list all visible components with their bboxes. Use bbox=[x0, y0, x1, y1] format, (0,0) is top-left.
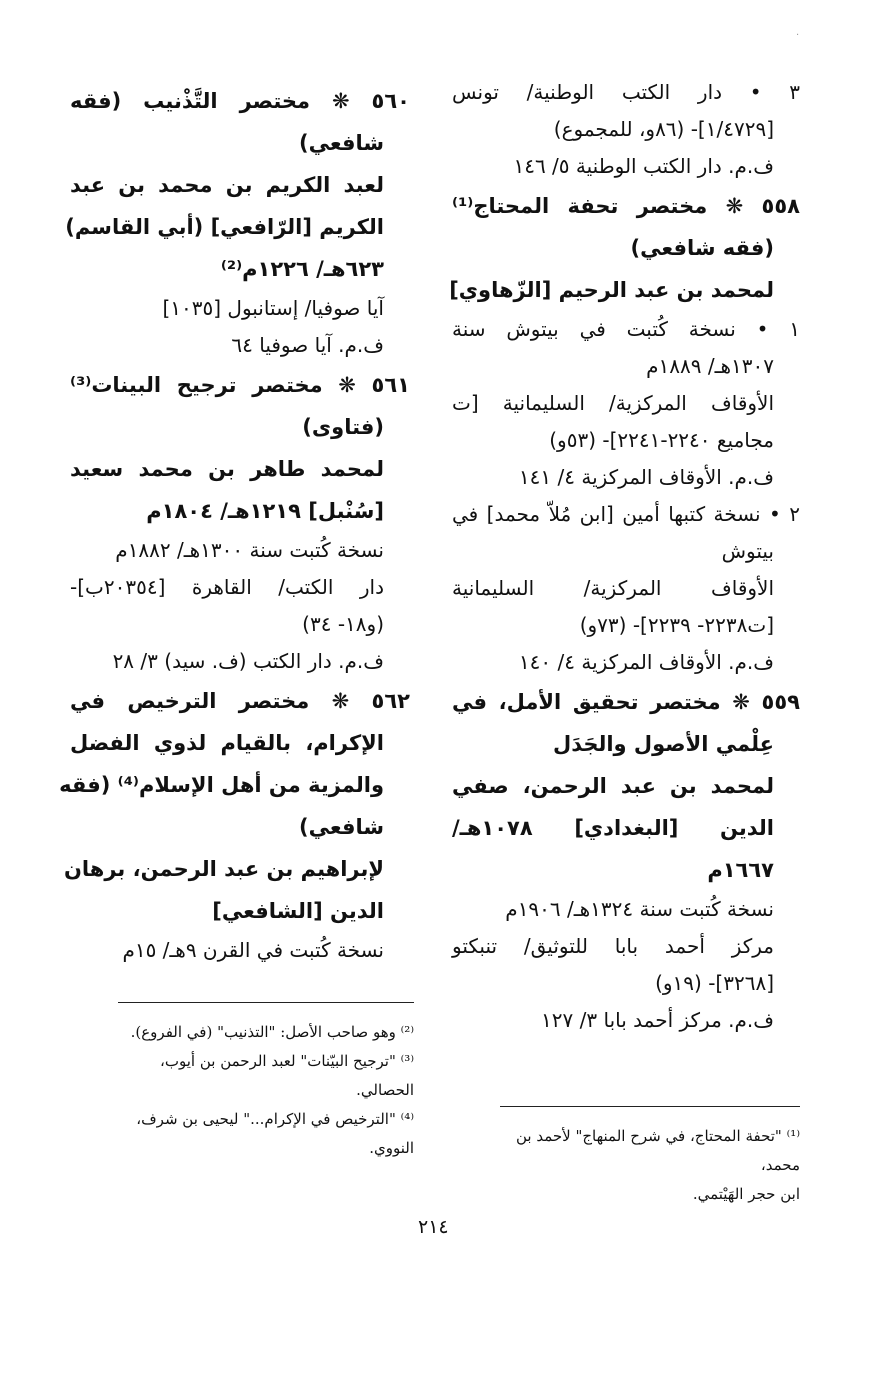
right-column-line: مجاميع ٢٢٤٠-٢٢٤١]- (٥٣و) bbox=[549, 428, 774, 452]
right-column-line: لمحمد بن عبد الرحيم [الزّهاوي] bbox=[449, 278, 774, 302]
left-column-line: لمحمد طاهر بن محمد سعيد bbox=[70, 457, 384, 481]
footnote-separator-left bbox=[118, 1002, 414, 1003]
corner-mark: · bbox=[796, 30, 800, 41]
right-column bbox=[449, 74, 800, 1039]
left-column-line: ٥٦٠ ❋ مختصر التَّذْنيب (فقه bbox=[70, 89, 410, 113]
left-column-line: شافعي) bbox=[299, 131, 384, 155]
right-column-line: ف.م. مركز أحمد بابا ٣/ ١٢٧ bbox=[541, 1008, 774, 1032]
right-column-line: بيتوش bbox=[721, 539, 774, 563]
left-column-line: لعبد الكريم بن محمد بن عبد bbox=[70, 173, 384, 197]
right-column-line: [ت٢٢٣٨- ٢٢٣٩]- (٧٣و) bbox=[579, 613, 774, 637]
right-column-line: ف.م. الأوقاف المركزية ٤/ ١٤١ bbox=[518, 465, 774, 489]
right-column-line: ١٦٦٧م bbox=[707, 858, 774, 882]
right-column-line: ٢ • نسخة كتبها أمين [ابن مُلاّ محمد] في bbox=[452, 502, 800, 526]
left-column-line: (و١٨- ٣٤) bbox=[302, 612, 384, 636]
right-column-line: ١٣٠٧هـ/ ١٨٨٩م bbox=[646, 354, 774, 378]
footnote-separator-right bbox=[500, 1106, 800, 1107]
left-column-line: ٥٦٢ ❋ مختصر الترخيص في bbox=[70, 689, 410, 713]
right-column-line: مركز أحمد بابا للتوثيق/ تنبكتو bbox=[452, 934, 774, 958]
right-column-line: ٥٥٩ ❋ مختصر تحقيق الأمل، في bbox=[452, 690, 800, 714]
left-column-line: الكريم [الرّافعي] (أبي القاسم) bbox=[65, 215, 384, 239]
footnote-line: ابن حجر الهَيْتمي. bbox=[692, 1185, 800, 1203]
right-column-line: نسخة كُتبت سنة ١٣٢٤هـ/ ١٩٠٦م bbox=[505, 897, 774, 921]
footnote-line: ⁽²⁾ وهو صاحب الأصل: "التذنيب" (في الفروع). bbox=[130, 1023, 414, 1041]
footnote-line: الحصالي. bbox=[356, 1081, 414, 1099]
right-column-line: ف.م. دار الكتب الوطنية ٥/ ١٤٦ bbox=[513, 154, 774, 178]
left-column-line: ٥٦١ ❋ مختصر ترجيح البينات⁽³⁾ bbox=[70, 373, 410, 397]
left-column-line: شافعي) bbox=[299, 815, 384, 839]
right-column-line: الأوقاف المركزية/ السليمانية [ت bbox=[452, 391, 774, 415]
footnote-line: ⁽¹⁾ "تحفة المحتاج، في شرح المنهاج" لأحمد بن محمد، bbox=[515, 1127, 800, 1174]
left-column-line: ٦٢٣هـ/ ١٢٢٦م⁽²⁾ bbox=[220, 257, 384, 281]
left-column-line: والمزية من أهل الإسلام⁽⁴⁾ (فقه bbox=[59, 773, 384, 797]
left-column-line: آيا صوفيا/ إستانبول [١٠٣٥] bbox=[162, 296, 384, 320]
right-column-line: ١ • نسخة كُتبت في بيتوش سنة bbox=[452, 317, 800, 341]
left-column-line: ف.م. آيا صوفيا ٦٤ bbox=[231, 333, 384, 357]
right-column-line: [١/٤٧٢٩]- (٨٦و، للمجموع) bbox=[553, 117, 774, 141]
page-number: ٢١٤ bbox=[418, 1216, 449, 1238]
left-column-line: الدين [الشافعي] bbox=[212, 899, 384, 923]
left-column bbox=[59, 80, 410, 969]
footnotes-left bbox=[118, 1018, 414, 1163]
right-column-line: الأوقاف المركزية/ السليمانية bbox=[452, 576, 774, 600]
footnote-line: النووي. bbox=[369, 1139, 414, 1157]
left-column-line: لإبراهيم بن عبد الرحمن، برهان bbox=[63, 857, 384, 881]
left-column-line: الإكرام، بالقيام لذوي الفضل bbox=[70, 731, 384, 755]
right-column-line: لمحمد بن عبد الرحمن، صفي bbox=[452, 774, 774, 798]
right-column-line: ٣ • دار الكتب الوطنية/ تونس bbox=[452, 80, 800, 104]
right-column-line: (فقه شافعي) bbox=[630, 236, 774, 260]
right-column-line: عِلْمي الأصول والجَدَل bbox=[552, 732, 774, 756]
right-column-line: الدين [البغدادي] ١٠٧٨هـ/ bbox=[452, 816, 774, 840]
footnote-line: ⁽³⁾ "ترجيح البيّنات" لعبد الرحمن بن أيوب، bbox=[160, 1052, 414, 1070]
left-column-line: (فتاوى) bbox=[302, 415, 384, 439]
footnotes-right bbox=[478, 1122, 800, 1209]
left-column-line: نسخة كُتبت في القرن ٩هـ/ ١٥م bbox=[122, 938, 384, 962]
left-column-line: دار الكتب/ القاهرة [٢٠٣٥٤ب]- bbox=[70, 575, 384, 599]
right-column-line: ف.م. الأوقاف المركزية ٤/ ١٤٠ bbox=[518, 650, 774, 674]
left-column-line: ف.م. دار الكتب (ف. سيد) ٣/ ٢٨ bbox=[112, 649, 384, 673]
left-column-line: [سُنْبل] ١٢١٩هـ/ ١٨٠٤م bbox=[146, 499, 384, 523]
left-column-line: نسخة كُتبت سنة ١٣٠٠هـ/ ١٨٨٢م bbox=[115, 538, 384, 562]
right-column-line: [٣٢٦٨]- (١٩و) bbox=[655, 971, 774, 995]
footnote-line: ⁽⁴⁾ "الترخيص في الإكرام..." ليحيى بن شرف، bbox=[136, 1110, 414, 1128]
right-column-line: ٥٥٨ ❋ مختصر تحفة المحتاج⁽¹⁾ bbox=[452, 194, 800, 218]
